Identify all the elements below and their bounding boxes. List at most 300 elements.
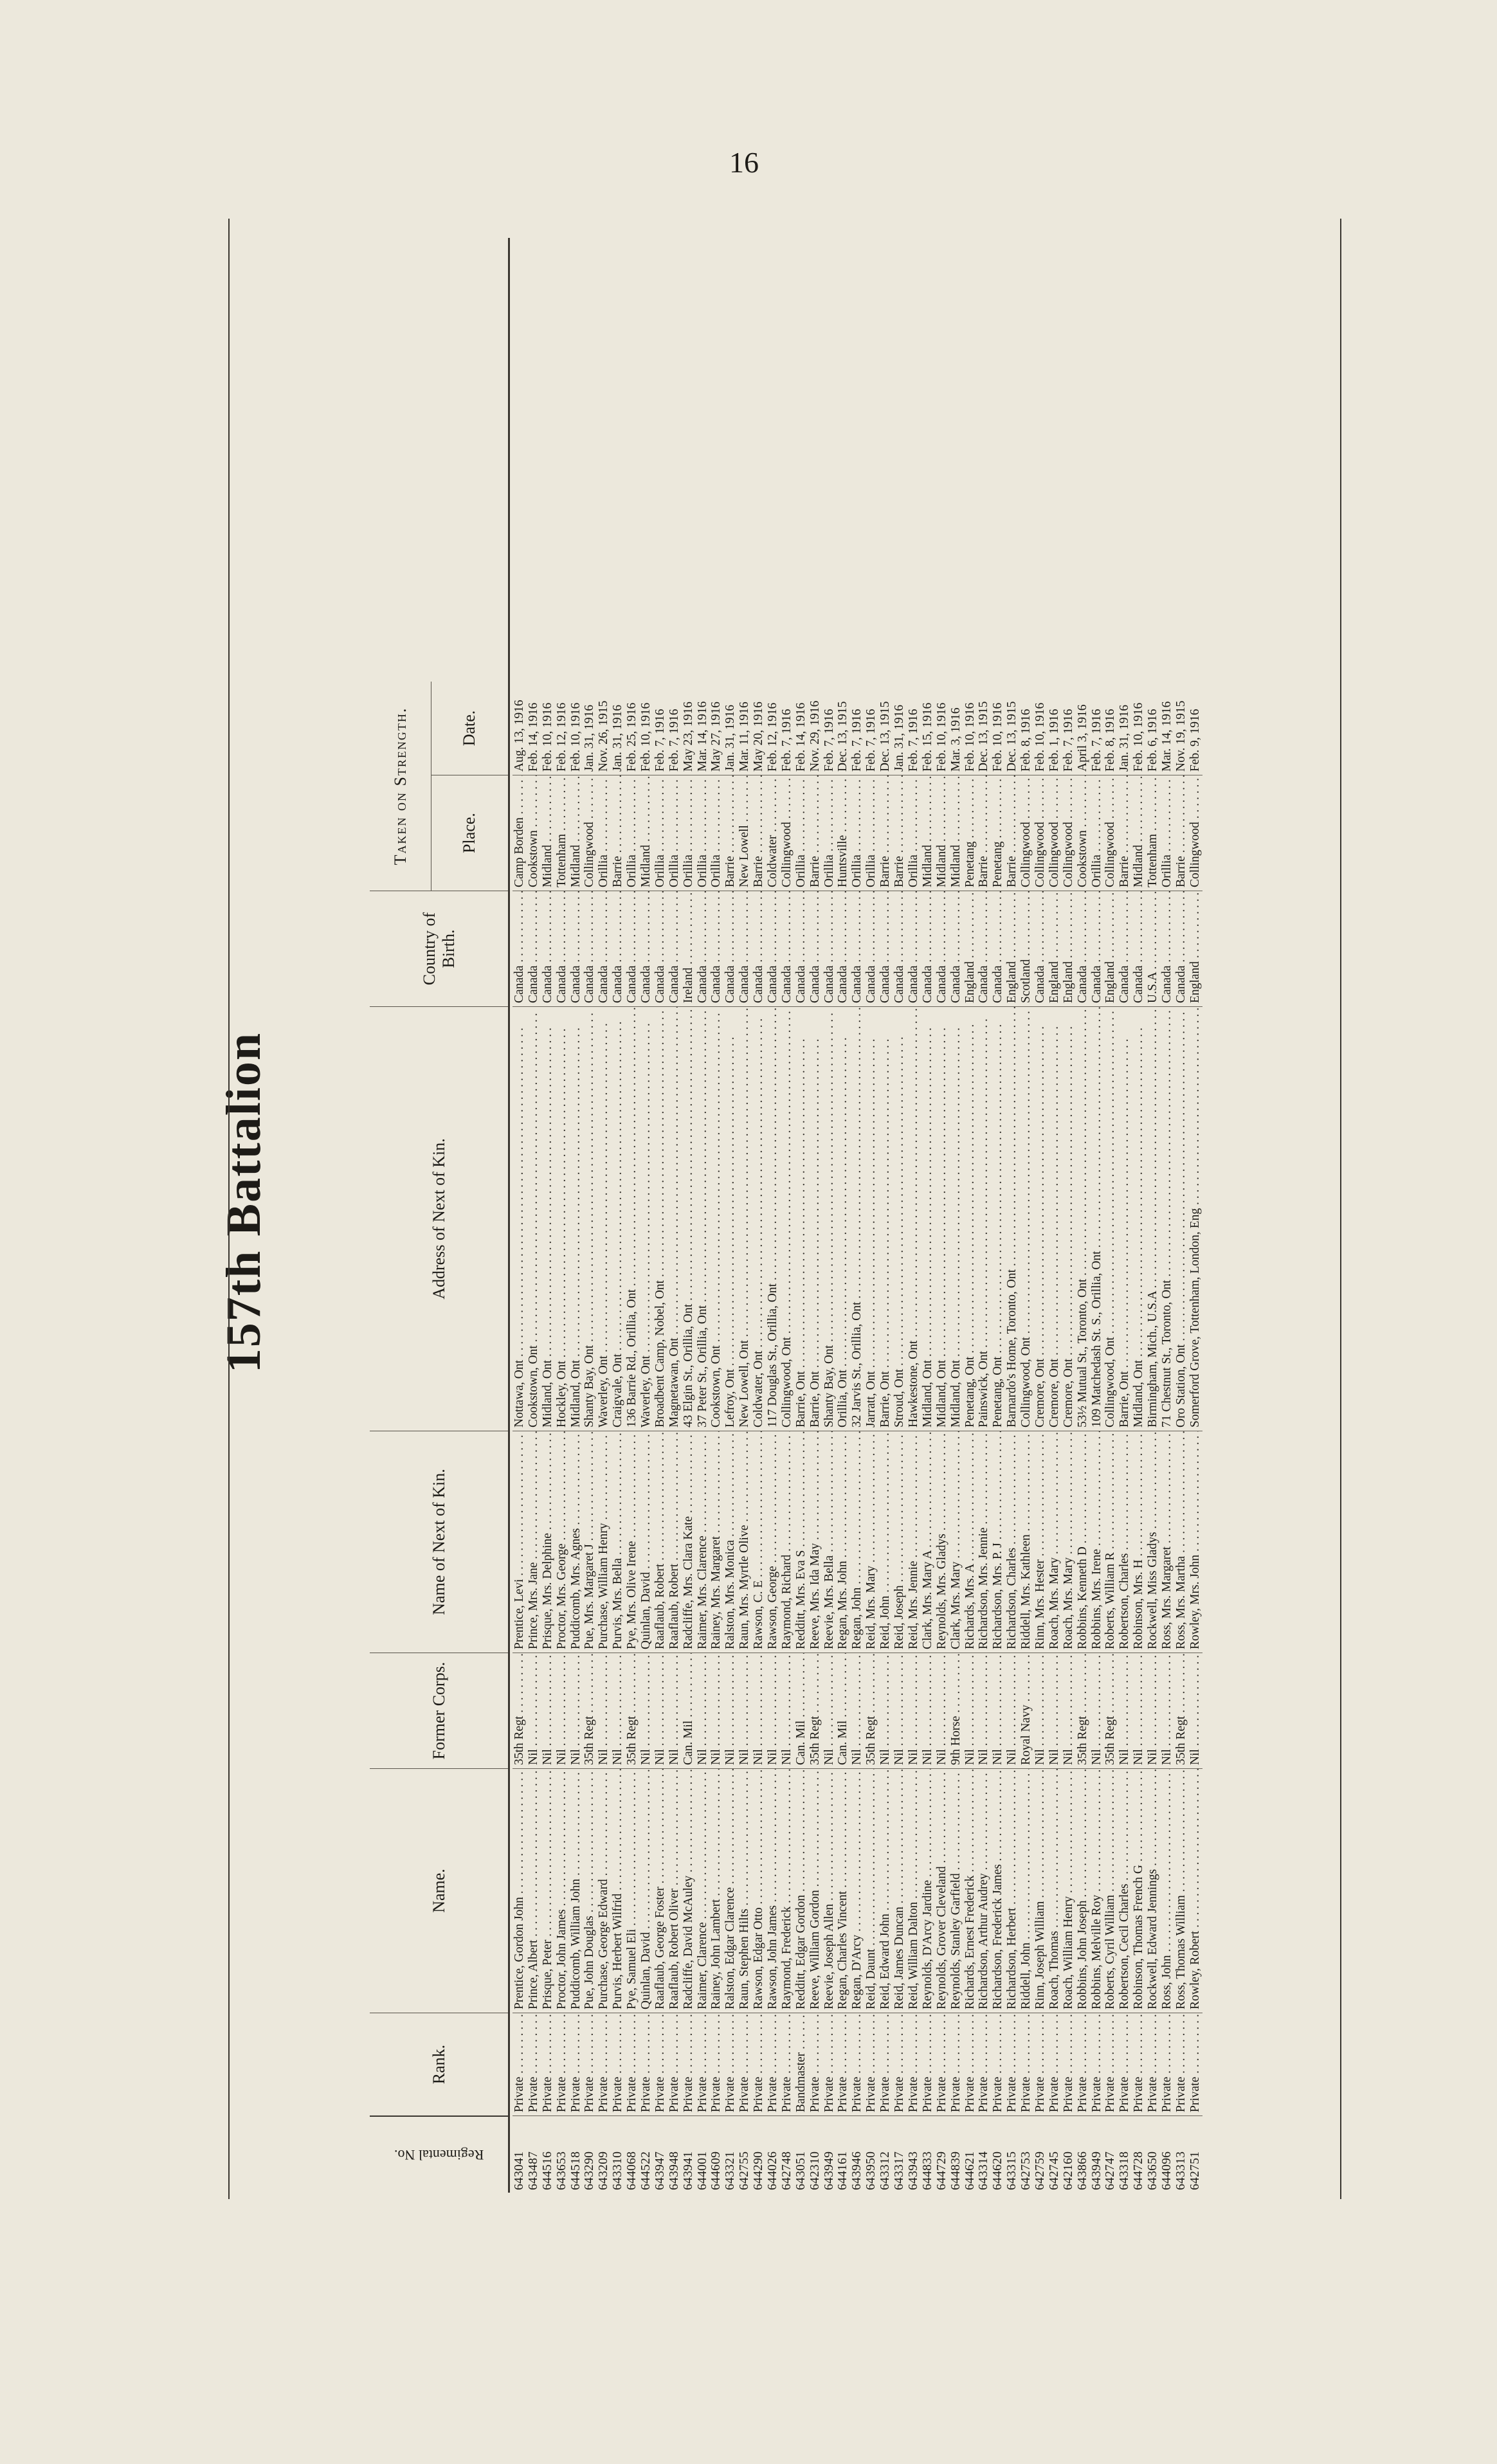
cell-name: Robertson, Cecil Charles . . . xyxy=(1118,1768,1132,2013)
cell-name: Ralston, Edgar Clarence . . . xyxy=(723,1768,738,2013)
table-row xyxy=(878,238,893,2193)
cell-next-of-kin: Regan, John . . . xyxy=(850,1431,864,1653)
cell-country: Canada . . . xyxy=(555,891,569,1006)
cell-next-of-kin: Puddicomb, Mrs. Agnes . . . xyxy=(569,1431,583,1653)
cell-name: Ross, John . . . xyxy=(1160,1768,1174,2013)
cell-place: Midland . . . xyxy=(949,775,963,891)
cell-regimental-no: 644026 xyxy=(766,2115,780,2193)
cell-regimental-no: 642160 xyxy=(1062,2115,1076,2193)
cell-date: Jan. 31, 1916 xyxy=(583,705,597,772)
cell-name: Reynolds, Grover Cleveland . . . xyxy=(935,1768,949,2013)
cell-next-of-kin: Raimer, Mrs. Clarence . . . xyxy=(696,1431,710,1653)
cell-rank: Private . . . xyxy=(555,2013,569,2115)
cell-former-corps: Nil . . . xyxy=(1062,1653,1076,1768)
cell-country: Canada . . . xyxy=(611,891,625,1006)
cell-country: Canada . . . xyxy=(583,891,597,1006)
cell-country: Canada . . . xyxy=(1033,891,1048,1006)
cell-country: Canada . . . xyxy=(667,891,682,1006)
cell-former-corps: Nil . . . xyxy=(541,1653,555,1768)
cell-name: Rinn, Joseph William . . . xyxy=(1033,1768,1048,2013)
cell-address: Birmingham, Mich., U.S.A . . . xyxy=(1146,1006,1160,1431)
cell-regimental-no: 643943 xyxy=(907,2115,921,2193)
cell-place: Orillia . . . xyxy=(794,775,808,891)
cell-date: Mar. 3, 1916 xyxy=(948,707,963,772)
cell-name: Reid, Edward John . . . xyxy=(878,1768,893,2013)
cell-next-of-kin: Rinn, Mrs. Hester . . . xyxy=(1033,1431,1048,1653)
cell-name: Pue, John Douglas . . . xyxy=(583,1768,597,2013)
cell-former-corps: Nil . . . xyxy=(1048,1653,1062,1768)
cell-rank: Private . . . xyxy=(808,2013,822,2115)
cell-regimental-no: 644621 xyxy=(963,2115,977,2193)
cell-rank: Private . . . xyxy=(850,2013,864,2115)
nominal-roll-table xyxy=(370,238,1334,2193)
cell-former-corps: Nil . . . xyxy=(991,1653,1005,1768)
cell-name: Pye, Samuel Eli . . . xyxy=(625,1768,639,2013)
table-row xyxy=(752,238,766,2193)
cell-date: Feb. 7, 1916 xyxy=(1089,709,1103,772)
cell-rank: Bandmaster . . . xyxy=(794,2013,808,2115)
cell-place: Orillia . . . xyxy=(1090,775,1104,891)
cell-country: Canada . . . xyxy=(1160,891,1174,1006)
cell-former-corps: Nil . . . xyxy=(878,1653,893,1768)
cell-date: Feb. 7, 1916 xyxy=(779,709,794,772)
cell-place: Penetang . . . xyxy=(991,775,1005,891)
header-rank: Rank. xyxy=(370,2013,508,2115)
cell-address: Waverley, Ont . . . xyxy=(639,1006,653,1431)
header-date: Date. xyxy=(460,710,479,747)
header-name: Name. xyxy=(370,1768,508,2013)
cell-regimental-no: 643321 xyxy=(723,2115,738,2193)
table-row xyxy=(597,238,611,2193)
cell-date: Nov. 19, 1915 xyxy=(1174,700,1188,772)
table-row xyxy=(682,238,696,2193)
cell-next-of-kin: Raymond, Richard . . . xyxy=(780,1431,794,1653)
cell-address: Orillia, Ont . . . xyxy=(836,1006,850,1431)
cell-name: Raaflaub, George Foster . . . xyxy=(653,1768,667,2013)
cell-date: April 3, 1916 xyxy=(1075,704,1089,772)
cell-rank: Private . . . xyxy=(752,2013,766,2115)
cell-place: Barrie . . . xyxy=(893,775,907,891)
cell-address: Midland, Ont . . . xyxy=(569,1006,583,1431)
cell-address: Shanty Bay, Ont . . . xyxy=(583,1006,597,1431)
cell-former-corps: Nil . . . xyxy=(1033,1653,1048,1768)
cell-place: Barrie . . . xyxy=(723,775,738,891)
cell-country: Canada . . . xyxy=(878,891,893,1006)
cell-next-of-kin: Radcliffe, Mrs. Clara Kate . . . xyxy=(682,1431,696,1653)
table-row xyxy=(1019,238,1033,2193)
cell-regimental-no: 644609 xyxy=(709,2115,723,2193)
cell-rank: Private . . . xyxy=(696,2013,710,2115)
table-header xyxy=(370,238,510,2193)
cell-rank: Private . . . xyxy=(709,2013,723,2115)
cell-date: Dec. 13, 1915 xyxy=(878,701,893,772)
cell-date: Dec. 13, 1915 xyxy=(836,701,850,772)
cell-country: Canada . . . xyxy=(597,891,611,1006)
cell-date: Feb. 7, 1916 xyxy=(667,709,681,772)
cell-rank: Private . . . xyxy=(1076,2013,1090,2115)
cell-rank: Private . . . xyxy=(1090,2013,1104,2115)
cell-name: Robbins, Melville Roy . . . xyxy=(1090,1768,1104,2013)
cell-name: Robbins, John Joseph . . . xyxy=(1076,1768,1090,2013)
cell-date: Dec. 13, 1915 xyxy=(977,701,991,772)
cell-regimental-no: 643949 xyxy=(1090,2115,1104,2193)
cell-rank: Private . . . xyxy=(583,2013,597,2115)
cell-name: Richardson, Arthur Audrey . . . xyxy=(977,1768,991,2013)
table-row xyxy=(1062,238,1076,2193)
cell-next-of-kin: Robbins, Mrs. Irene . . . xyxy=(1090,1431,1104,1653)
cell-date: Mar. 11, 1916 xyxy=(738,702,752,772)
cell-country: Canada . . . xyxy=(949,891,963,1006)
cell-rank: Private . . . xyxy=(527,2013,541,2115)
cell-former-corps: Can. Mil . . . xyxy=(836,1653,850,1768)
cell-name: Reid, James Duncan . . . xyxy=(893,1768,907,2013)
cell-place: Midland . . . xyxy=(935,775,949,891)
cell-former-corps: Nil . . . xyxy=(639,1653,653,1768)
cell-former-corps: Nil . . . xyxy=(1160,1653,1174,1768)
header-regimental-no: Regimental No. xyxy=(370,2115,508,2193)
cell-regimental-no: 643487 xyxy=(527,2115,541,2193)
cell-country: Canada . . . xyxy=(653,891,667,1006)
cell-country: England . . . xyxy=(1048,891,1062,1006)
cell-former-corps: Nil . . . xyxy=(907,1653,921,1768)
cell-place: Tottenham . . . xyxy=(555,775,569,891)
cell-country: Canada . . . xyxy=(1076,891,1090,1006)
cell-country: Canada . . . xyxy=(541,891,555,1006)
cell-place: Orillia . . . xyxy=(696,775,710,891)
table-row xyxy=(723,238,738,2193)
cell-place: Tottenham . . . xyxy=(1146,775,1160,891)
cell-place: Penetang . . . xyxy=(963,775,977,891)
cell-next-of-kin: Purchase, William Henry . . . xyxy=(597,1431,611,1653)
cell-former-corps: Nil . . . xyxy=(597,1653,611,1768)
table-row xyxy=(864,238,878,2193)
cell-former-corps: 35th Regt . . . xyxy=(625,1653,639,1768)
cell-name: Robinson, Thomas French G . . . xyxy=(1132,1768,1146,2013)
header-former-corps: Former Corps. xyxy=(370,1653,508,1768)
table-row xyxy=(738,238,752,2193)
cell-former-corps: Nil . . . xyxy=(822,1653,837,1768)
cell-place: Collingwood . . . xyxy=(1103,775,1118,891)
cell-place: Collingwood . . . xyxy=(1188,775,1202,891)
cell-former-corps: 35th Regt . . . xyxy=(864,1653,878,1768)
cell-regimental-no: 643312 xyxy=(878,2115,893,2193)
cell-country: Canada . . . xyxy=(766,891,780,1006)
cell-place: Orillia . . . xyxy=(597,775,611,891)
cell-country: England . . . xyxy=(1005,891,1019,1006)
cell-country: Canada . . . xyxy=(723,891,738,1006)
cell-former-corps: Nil . . . xyxy=(611,1653,625,1768)
cell-address: Midland, Ont . . . xyxy=(541,1006,555,1431)
cell-regimental-no: 643310 xyxy=(611,2115,625,2193)
table-row xyxy=(625,238,639,2193)
cell-next-of-kin: Ralston, Mrs. Monica . . . xyxy=(723,1431,738,1653)
header-next-of-kin: Name of Next of Kin. xyxy=(370,1431,508,1653)
cell-address: Cremore, Ont . . . xyxy=(1048,1006,1062,1431)
cell-former-corps: Nil . . . xyxy=(555,1653,569,1768)
cell-regimental-no: 644096 xyxy=(1160,2115,1174,2193)
cell-date: Feb. 10, 1916 xyxy=(991,702,1005,772)
cell-address: Magnetawan, Ont . . . xyxy=(667,1006,682,1431)
cell-country: Canada . . . xyxy=(1118,891,1132,1006)
cell-next-of-kin: Prisque, Mrs. Delphine . . . xyxy=(541,1431,555,1653)
cell-place: Cookstown . . . xyxy=(527,775,541,891)
cell-name: Reid, William Dalton . . . xyxy=(907,1768,921,2013)
cell-former-corps: Can. Mil . . . xyxy=(794,1653,808,1768)
cell-rank: Private . . . xyxy=(738,2013,752,2115)
cell-country: Canada . . . xyxy=(625,891,639,1006)
cell-former-corps: Nil . . . xyxy=(1132,1653,1146,1768)
cell-next-of-kin: Roach, Mrs. Mary . . . xyxy=(1062,1431,1076,1653)
cell-rank: Private . . . xyxy=(1160,2013,1174,2115)
cell-address: 43 Elgin St., Orillia, Ont . . . xyxy=(682,1006,696,1431)
cell-next-of-kin: Pye, Mrs. Olive Irene . . . xyxy=(625,1431,639,1653)
cell-place: Cookstown . . . xyxy=(1076,775,1090,891)
table-row xyxy=(907,238,921,2193)
cell-date: Feb. 14, 1916 xyxy=(526,702,540,772)
cell-address: Lefroy, Ont . . . xyxy=(723,1006,738,1431)
cell-name: Raaflaub, Robert Oliver . . . xyxy=(667,1768,682,2013)
cell-name: Prince, Albert . . . xyxy=(527,1768,541,2013)
cell-place: Barrie . . . xyxy=(977,775,991,891)
cell-country: England . . . xyxy=(963,891,977,1006)
cell-next-of-kin: Raaflaub, Robert . . . xyxy=(667,1431,682,1653)
cell-address: Penetang, Ont . . . xyxy=(991,1006,1005,1431)
cell-country: Canada . . . xyxy=(991,891,1005,1006)
cell-address: Midland, Ont . . . xyxy=(935,1006,949,1431)
cell-date: Feb. 7, 1916 xyxy=(906,709,920,772)
cell-date: Feb. 10, 1916 xyxy=(568,702,583,772)
cell-address: 32 Jarvis St., Orillia, Ont . . . xyxy=(850,1006,864,1431)
cell-name: Prentice, Gordon John . . . xyxy=(513,1768,527,2013)
cell-date: Feb. 25, 1916 xyxy=(625,702,639,772)
table-body xyxy=(513,238,1202,2193)
cell-date: Feb. 7, 1916 xyxy=(1061,709,1075,772)
cell-former-corps: Nil . . . xyxy=(850,1653,864,1768)
cell-address: Craigvale, Ont . . . xyxy=(611,1006,625,1431)
table-row xyxy=(583,238,597,2193)
cell-date: Feb. 10, 1916 xyxy=(963,702,977,772)
cell-former-corps: 35th Regt . . . xyxy=(808,1653,822,1768)
cell-date: Feb. 10, 1916 xyxy=(1033,702,1047,772)
cell-date: Feb. 14, 1916 xyxy=(794,702,808,772)
cell-rank: Private . . . xyxy=(723,2013,738,2115)
cell-name: Richardson, Frederick James . . . xyxy=(991,1768,1005,2013)
cell-former-corps: 35th Regt . . . xyxy=(583,1653,597,1768)
cell-country: Canada . . . xyxy=(836,891,850,1006)
cell-next-of-kin: Richardson, Mrs. P. J . . . xyxy=(991,1431,1005,1653)
cell-regimental-no: 642745 xyxy=(1048,2115,1062,2193)
cell-regimental-no: 643318 xyxy=(1118,2115,1132,2193)
cell-rank: Private . . . xyxy=(1005,2013,1019,2115)
cell-next-of-kin: Robinson, Mrs. H . . . xyxy=(1132,1431,1146,1653)
table-row xyxy=(667,238,682,2193)
cell-date: Feb. 7, 1916 xyxy=(864,709,878,772)
cell-next-of-kin: Raun, Mrs. Myrtle Olive . . . xyxy=(738,1431,752,1653)
cell-former-corps: Nil . . . xyxy=(766,1653,780,1768)
cell-next-of-kin: Quinlan, David . . . xyxy=(639,1431,653,1653)
cell-next-of-kin: Roberts, William R . . . xyxy=(1103,1431,1118,1653)
cell-regimental-no: 642751 xyxy=(1188,2115,1202,2193)
table-row xyxy=(963,238,977,2193)
cell-place: Midland . . . xyxy=(569,775,583,891)
cell-rank: Private . . . xyxy=(977,2013,991,2115)
cell-former-corps: Royal Navy . . . xyxy=(1019,1653,1033,1768)
header-place: Place. xyxy=(431,775,508,891)
cell-place: Orillia . . . xyxy=(907,775,921,891)
cell-rank: Private . . . xyxy=(1132,2013,1146,2115)
cell-next-of-kin: Reynolds, Mrs. Gladys . . . xyxy=(935,1431,949,1653)
cell-address: 71 Chestnut St., Toronto, Ont . . . xyxy=(1160,1006,1174,1431)
cell-next-of-kin: Reid, Mrs. Mary . . . xyxy=(864,1431,878,1653)
cell-date: Feb. 10, 1916 xyxy=(540,702,554,772)
cell-country: Canada . . . xyxy=(935,891,949,1006)
table-row xyxy=(991,238,1005,2193)
cell-date: Feb. 15, 1916 xyxy=(920,702,934,772)
table-row xyxy=(1033,238,1048,2193)
cell-address: Cremore, Ont . . . xyxy=(1062,1006,1076,1431)
cell-name: Ross, Thomas William . . . xyxy=(1174,1768,1188,2013)
cell-former-corps: Nil . . . xyxy=(963,1653,977,1768)
cell-date: Feb. 12, 1916 xyxy=(554,702,568,772)
cell-rank: Private . . . xyxy=(907,2013,921,2115)
cell-next-of-kin: Prentice, Levi . . . xyxy=(513,1431,527,1653)
cell-regimental-no: 642759 xyxy=(1033,2115,1048,2193)
cell-rank: Private . . . xyxy=(921,2013,935,2115)
cell-name: Reynolds, D'Arcy Jardine . . . xyxy=(921,1768,935,2013)
cell-next-of-kin: Riddell, Mrs. Kathleen . . . xyxy=(1019,1431,1033,1653)
cell-regimental-no: 643948 xyxy=(667,2115,682,2193)
cell-country: England . . . xyxy=(1062,891,1076,1006)
cell-country: Canada . . . xyxy=(738,891,752,1006)
cell-address: Waverley, Ont . . . xyxy=(597,1006,611,1431)
cell-rank: Private . . . xyxy=(864,2013,878,2115)
cell-regimental-no: 642310 xyxy=(808,2115,822,2193)
cell-name: Reeve, William Gordon . . . xyxy=(808,1768,822,2013)
table-row xyxy=(709,238,723,2193)
cell-rank: Private . . . xyxy=(597,2013,611,2115)
cell-name: Rowley, Robert . . . xyxy=(1188,1768,1202,2013)
cell-regimental-no: 643653 xyxy=(555,2115,569,2193)
cell-name: Purvis, Herbert Wilfrid . . . xyxy=(611,1768,625,2013)
cell-former-corps: Nil . . . xyxy=(667,1653,682,1768)
cell-next-of-kin: Clark, Mrs. Mary A . . . xyxy=(921,1431,935,1653)
cell-regimental-no: 644522 xyxy=(639,2115,653,2193)
cell-next-of-kin: Robbins, Kenneth D . . . xyxy=(1076,1431,1090,1653)
cell-rank: Private . . . xyxy=(1188,2013,1202,2115)
cell-rank: Private . . . xyxy=(1019,2013,1033,2115)
cell-next-of-kin: Rawson, George . . . xyxy=(766,1431,780,1653)
cell-country: Canada . . . xyxy=(696,891,710,1006)
cell-regimental-no: 643947 xyxy=(653,2115,667,2193)
cell-regimental-no: 644728 xyxy=(1132,2115,1146,2193)
cell-place: Huntsville . . . xyxy=(836,775,850,891)
cell-next-of-kin: Richards, Mrs. A . . . xyxy=(963,1431,977,1653)
cell-country: Canada . . . xyxy=(921,891,935,1006)
cell-name: Proctor, John James . . . xyxy=(555,1768,569,2013)
cell-date: Aug. 13, 1916 xyxy=(513,700,526,772)
cell-place: Collingwood . . . xyxy=(780,775,794,891)
cell-rank: Private . . . xyxy=(513,2013,527,2115)
cell-address: Barrie, Ont . . . xyxy=(878,1006,893,1431)
cell-address: Broadbent Camp, Nobel, Ont . . . xyxy=(653,1006,667,1431)
cell-date: Jan. 31, 1916 xyxy=(723,705,738,772)
cell-date: Feb. 9, 1916 xyxy=(1188,709,1202,772)
cell-place: Midland . . . xyxy=(639,775,653,891)
taken-on-strength-label: Taken on Strength. xyxy=(370,682,431,891)
cell-regimental-no: 644001 xyxy=(696,2115,710,2193)
cell-place: Orillia . . . xyxy=(1160,775,1174,891)
cell-address: Midland, Ont . . . xyxy=(921,1006,935,1431)
cell-next-of-kin: Roach, Mrs. Mary . . . xyxy=(1048,1431,1062,1653)
cell-address: Penetang, Ont . . . xyxy=(963,1006,977,1431)
cell-regimental-no: 643315 xyxy=(1005,2115,1019,2193)
cell-date: Feb. 8, 1916 xyxy=(1019,709,1033,772)
cell-name: Rockwell, Edward Jennings . . . xyxy=(1146,1768,1160,2013)
cell-address: 117 Douglas St., Orillia, Ont . . . xyxy=(766,1006,780,1431)
cell-place: Orillia . . . xyxy=(625,775,639,891)
cell-next-of-kin: Rawson, C. E . . . xyxy=(752,1431,766,1653)
cell-place: Orillia . . . xyxy=(667,775,682,891)
cell-former-corps: Nil . . . xyxy=(752,1653,766,1768)
cell-regimental-no: 644729 xyxy=(935,2115,949,2193)
table-row xyxy=(1146,238,1160,2193)
table-row xyxy=(1103,238,1118,2193)
cell-rank: Private . . . xyxy=(611,2013,625,2115)
cell-regimental-no: 643949 xyxy=(822,2115,837,2193)
cell-place: New Lowell . . . xyxy=(738,775,752,891)
cell-country: Scotland . . . xyxy=(1019,891,1033,1006)
cell-country: Canada . . . xyxy=(808,891,822,1006)
cell-address: 109 Matchedash St. S., Orillia, Ont . . . xyxy=(1090,1006,1104,1431)
cell-former-corps: Can. Mil . . . xyxy=(682,1653,696,1768)
cell-address: Shanty Bay, Ont . . . xyxy=(822,1006,837,1431)
table-row xyxy=(949,238,963,2193)
cell-country: Ireland . . . xyxy=(682,891,696,1006)
cell-name: Radcliffe, David McAuley . . . xyxy=(682,1768,696,2013)
cell-address: Barrie, Ont . . . xyxy=(794,1006,808,1431)
cell-regimental-no: 644516 xyxy=(541,2115,555,2193)
cell-rank: Private . . . xyxy=(1174,2013,1188,2115)
cell-regimental-no: 643650 xyxy=(1146,2115,1160,2193)
cell-former-corps: Nil . . . xyxy=(709,1653,723,1768)
cell-rank: Private . . . xyxy=(639,2013,653,2115)
table-row xyxy=(1132,238,1146,2193)
cell-former-corps: Nil . . . xyxy=(1005,1653,1019,1768)
cell-place: Collingwood . . . xyxy=(1048,775,1062,891)
cell-address: Cremore, Ont . . . xyxy=(1033,1006,1048,1431)
table-row xyxy=(639,238,653,2193)
cell-name: Regan, D'Arcy . . . xyxy=(850,1768,864,2013)
cell-country: Canada . . . xyxy=(513,891,527,1006)
cell-name: Purchase, George Edward . . . xyxy=(597,1768,611,2013)
cell-regimental-no: 643209 xyxy=(597,2115,611,2193)
cell-place: Barrie . . . xyxy=(1174,775,1188,891)
cell-former-corps: Nil . . . xyxy=(696,1653,710,1768)
cell-regimental-no: 643941 xyxy=(682,2115,696,2193)
battalion-title: 157th Battalion xyxy=(217,1031,271,1373)
cell-country: Canada . . . xyxy=(780,891,794,1006)
cell-former-corps: Nil . . . xyxy=(1090,1653,1104,1768)
cell-date: Feb. 12, 1916 xyxy=(766,702,780,772)
cell-former-corps: Nil . . . xyxy=(569,1653,583,1768)
table-row xyxy=(808,238,822,2193)
cell-address: 136 Barrie Rd., Orillia, Ont . . . xyxy=(625,1006,639,1431)
cell-regimental-no: 642753 xyxy=(1019,2115,1033,2193)
cell-address: New Lowell, Ont . . . xyxy=(738,1006,752,1431)
cell-former-corps: Nil . . . xyxy=(1146,1653,1160,1768)
cell-next-of-kin: Rowley, Mrs. John . . . xyxy=(1188,1431,1202,1653)
cell-address: Cookstown, Ont . . . xyxy=(709,1006,723,1431)
